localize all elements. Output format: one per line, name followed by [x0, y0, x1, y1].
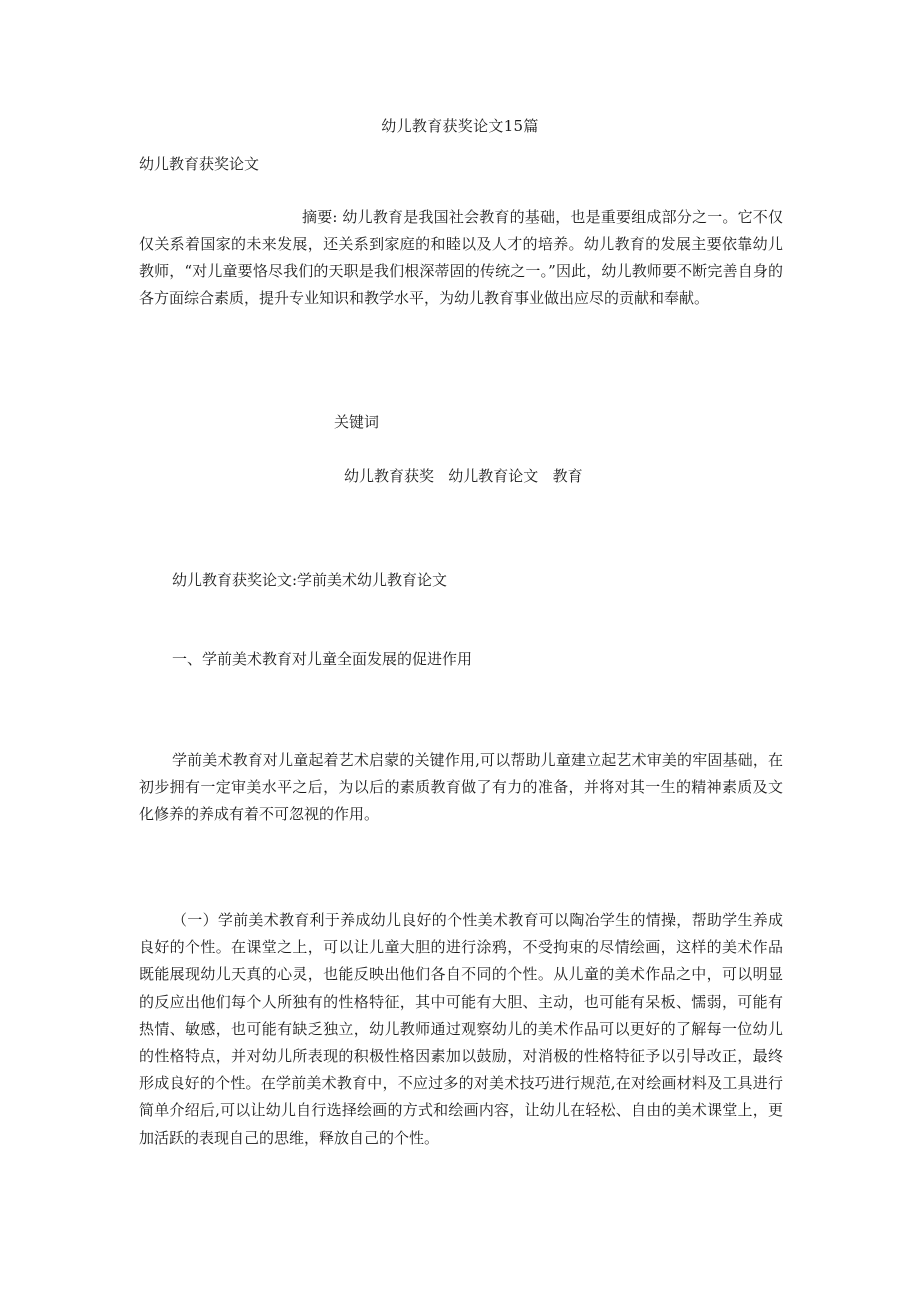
keywords-list: 幼儿教育获奖 幼儿教育论文 教育 — [344, 467, 583, 485]
subsection-heading: 一、学前美术教育对儿童全面发展的促进作用 — [172, 650, 473, 668]
section-heading: 幼儿教育获奖论文:学前美术幼儿教育论文 — [172, 571, 448, 589]
abstract-paragraph: 摘要: 幼儿教育是我国社会教育的基础，也是重要组成部分之一。它不仅仅关系着国家的未来发展，还关系到家庭的和睦以及人才的培养。幼儿教育的发展主要依靠幼儿教师，“对儿童要恪尽我们的天职是我们根深蒂固的传统之一。”因此，幼儿教师要不断完善自身的各方面综合素质，提升专业知识和教学水平，为幼儿教育事业做出应尽的贡献和奉献。 — [139, 208, 783, 307]
document-subtitle: 幼儿教育获奖论文 — [139, 155, 260, 173]
keywords-label: 关键词 — [334, 413, 380, 431]
document-title: 幼儿教育获奖论文15篇 — [381, 117, 539, 135]
body-paragraph-1: 学前美术教育对儿童起着艺术启蒙的关键作用,可以帮助儿童建立起艺术审美的牢固基础，在初步拥有一定审美水平之后，为以后的素质教育做了有力的准备，并将对其一生的精神素质及文化修养的养成有着不可忽视的作用。 — [139, 751, 783, 823]
body-paragraph-2: （一）学前美术教育利于养成幼儿良好的个性美术教育可以陶冶学生的情操，帮助学生养成良好的个性。在课堂之上，可以让儿童大胆的进行涂鸦，不受拘束的尽情绘画，这样的美术作品既能展现幼儿天真的心灵，也能反映出他们各自不同的个性。从儿童的美术作品之中，可以明显的反应出他们每个人所独有的性格特征，其中可能有大胆、主动，也可能有呆板、懦弱，可能有热情、敏感，也可能有缺乏独立，幼儿教师通过观察幼儿的美术作品可以更好的了解每一位幼儿的性格特点，并对幼儿所表现的积极性格因素加以鼓励，对消极的性格特征予以引导改正，最终形成良好的个性。在学前美术教育中，不应过多的对美术技巧进行规范,在对绘画材料及工具进行简单介绍后,可以让幼儿自行选择绘画的方式和绘画内容，让幼儿在轻松、自由的美术课堂上，更加活跃的表现自己的思维，释放自己的个性。 — [139, 911, 783, 1147]
